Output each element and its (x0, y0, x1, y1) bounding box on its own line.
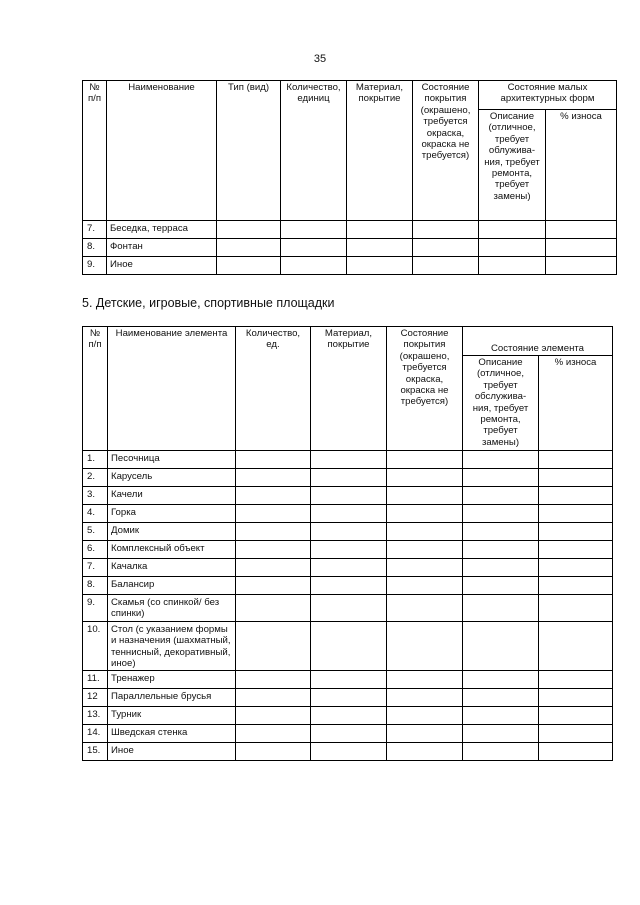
row-num: 7. (83, 559, 108, 577)
row-num: 5. (83, 523, 108, 541)
cell-wear (539, 523, 613, 541)
header-num: № п/п (83, 327, 108, 451)
row-num: 8. (83, 577, 108, 595)
cell-material (311, 707, 387, 725)
section-title: 5. Детские, игровые, спортивные площадки (82, 296, 335, 310)
row-num: 13. (83, 707, 108, 725)
cell-description (463, 451, 539, 469)
cell-wear (539, 541, 613, 559)
cell-wear (539, 595, 613, 622)
header-maf-group: Состояние малых архитектурных форм (479, 81, 617, 110)
cell-description (463, 689, 539, 707)
cell-quantity (236, 577, 311, 595)
header-element-description: Описание (отличное, требует обслужива- ния, требует ремонта, требует замены) (463, 356, 539, 451)
table-row (83, 689, 613, 707)
cell-coating (387, 743, 463, 761)
row-name: Балансир (108, 577, 236, 595)
table-row (83, 451, 613, 469)
row-name: Беседка, терраса (107, 221, 217, 239)
row-name: Фонтан (107, 239, 217, 257)
cell-quantity (236, 743, 311, 761)
table-row (83, 257, 617, 275)
table-small-architectural-forms (82, 80, 617, 275)
row-name: Домик (108, 523, 236, 541)
cell-material (347, 221, 413, 239)
cell-quantity (236, 689, 311, 707)
cell-material (311, 451, 387, 469)
cell-quantity (236, 725, 311, 743)
cell-wear (539, 743, 613, 761)
row-num: 2. (83, 469, 108, 487)
header-material: Материал, покрытие (347, 81, 413, 221)
table-playgrounds (82, 326, 613, 761)
row-num: 15. (83, 743, 108, 761)
cell-quantity (236, 541, 311, 559)
cell-coating (387, 505, 463, 523)
table-row (83, 469, 613, 487)
page-number: 35 (313, 53, 327, 65)
header-maf-wear: % износа (546, 110, 617, 221)
cell-wear (546, 257, 617, 275)
header-type: Тип (вид) (217, 81, 281, 221)
header-element-wear: % износа (539, 356, 613, 451)
row-num: 7. (83, 221, 107, 239)
table-row (83, 221, 617, 239)
cell-description (463, 559, 539, 577)
cell-coating (387, 671, 463, 689)
cell-description (463, 505, 539, 523)
cell-coating (387, 523, 463, 541)
cell-quantity (236, 621, 311, 671)
cell-quantity (281, 257, 347, 275)
row-name: Параллельные брусья (108, 689, 236, 707)
cell-wear (539, 505, 613, 523)
cell-quantity (236, 523, 311, 541)
cell-description (463, 469, 539, 487)
cell-coating (387, 621, 463, 671)
cell-coating (387, 707, 463, 725)
cell-description (463, 743, 539, 761)
table-row (83, 505, 613, 523)
table-row (83, 523, 613, 541)
row-name: Скамья (со спинкой/ без спинки) (108, 595, 236, 622)
cell-description (463, 595, 539, 622)
header-quantity: Количество, единиц (281, 81, 347, 221)
cell-wear (546, 239, 617, 257)
cell-quantity (236, 487, 311, 505)
table-row (83, 487, 613, 505)
header-coating: Состояние покрытия (окрашено, требуется окраска, окраска не требуется) (387, 327, 463, 451)
cell-description (463, 541, 539, 559)
row-name: Тренажер (108, 671, 236, 689)
cell-wear (539, 689, 613, 707)
row-name: Иное (107, 257, 217, 275)
row-num: 14. (83, 725, 108, 743)
table-row (83, 707, 613, 725)
table-row (83, 541, 613, 559)
cell-coating (413, 221, 479, 239)
row-num: 10. (83, 621, 108, 671)
cell-description (463, 707, 539, 725)
cell-type (217, 257, 281, 275)
table-row (83, 577, 613, 595)
cell-quantity (236, 671, 311, 689)
table-row (83, 621, 613, 671)
table-row (83, 559, 613, 577)
cell-wear (539, 671, 613, 689)
row-name: Горка (108, 505, 236, 523)
cell-wear (546, 221, 617, 239)
cell-quantity (281, 239, 347, 257)
cell-coating (387, 559, 463, 577)
header-num: № п/п (83, 81, 107, 221)
cell-material (311, 523, 387, 541)
row-name: Песочница (108, 451, 236, 469)
table-row (83, 671, 613, 689)
row-num: 4. (83, 505, 108, 523)
cell-coating (387, 487, 463, 505)
row-num: 12 (83, 689, 108, 707)
row-num: 9. (83, 257, 107, 275)
row-num: 6. (83, 541, 108, 559)
cell-description (463, 487, 539, 505)
row-name: Иное (108, 743, 236, 761)
row-name: Комплексный объект (108, 541, 236, 559)
cell-material (311, 671, 387, 689)
cell-quantity (236, 559, 311, 577)
cell-coating (387, 577, 463, 595)
cell-wear (539, 487, 613, 505)
cell-quantity (281, 221, 347, 239)
cell-description (463, 671, 539, 689)
cell-coating (387, 595, 463, 622)
cell-quantity (236, 451, 311, 469)
row-name: Качели (108, 487, 236, 505)
cell-material (311, 487, 387, 505)
cell-wear (539, 707, 613, 725)
cell-material (311, 577, 387, 595)
cell-type (217, 221, 281, 239)
row-name: Качалка (108, 559, 236, 577)
cell-description (479, 221, 546, 239)
header-coating: Состояние покрытия (окрашено, требуется окраска, окраска не требуется) (413, 81, 479, 221)
header-quantity: Количество, ед. (236, 327, 311, 451)
cell-material (347, 257, 413, 275)
cell-material (311, 505, 387, 523)
cell-coating (387, 469, 463, 487)
cell-coating (413, 257, 479, 275)
cell-material (347, 239, 413, 257)
cell-wear (539, 469, 613, 487)
cell-material (311, 541, 387, 559)
cell-description (479, 257, 546, 275)
cell-coating (387, 451, 463, 469)
cell-type (217, 239, 281, 257)
cell-wear (539, 577, 613, 595)
cell-description (479, 239, 546, 257)
row-num: 9. (83, 595, 108, 622)
cell-quantity (236, 469, 311, 487)
table-row (83, 725, 613, 743)
header-name: Наименование элемента (108, 327, 236, 451)
cell-description (463, 577, 539, 595)
cell-description (463, 523, 539, 541)
cell-material (311, 725, 387, 743)
table-row (83, 595, 613, 622)
cell-coating (387, 689, 463, 707)
row-num: 1. (83, 451, 108, 469)
row-num: 8. (83, 239, 107, 257)
row-name: Шведская стенка (108, 725, 236, 743)
table-row (83, 743, 613, 761)
cell-coating (413, 239, 479, 257)
header-name: Наименование (107, 81, 217, 221)
cell-material (311, 559, 387, 577)
row-name: Карусель (108, 469, 236, 487)
table-row (83, 239, 617, 257)
cell-quantity (236, 707, 311, 725)
row-name: Турник (108, 707, 236, 725)
row-num: 11. (83, 671, 108, 689)
header-maf-description: Описание (отличное, требует облужива- ния, требует ремонта, требует замены) (479, 110, 546, 221)
cell-wear (539, 559, 613, 577)
cell-coating (387, 541, 463, 559)
cell-material (311, 689, 387, 707)
row-num: 3. (83, 487, 108, 505)
cell-material (311, 595, 387, 622)
cell-material (311, 621, 387, 671)
header-material: Материал, покрытие (311, 327, 387, 451)
row-name: Стол (с указанием формы и назначения (шахматный, теннисный, декоративный, иное) (108, 621, 236, 671)
cell-wear (539, 621, 613, 671)
cell-material (311, 743, 387, 761)
cell-wear (539, 725, 613, 743)
header-element-group: Состояние элемента (463, 327, 613, 356)
cell-coating (387, 725, 463, 743)
cell-description (463, 725, 539, 743)
cell-quantity (236, 505, 311, 523)
cell-material (311, 469, 387, 487)
cell-wear (539, 451, 613, 469)
cell-description (463, 621, 539, 671)
cell-quantity (236, 595, 311, 622)
